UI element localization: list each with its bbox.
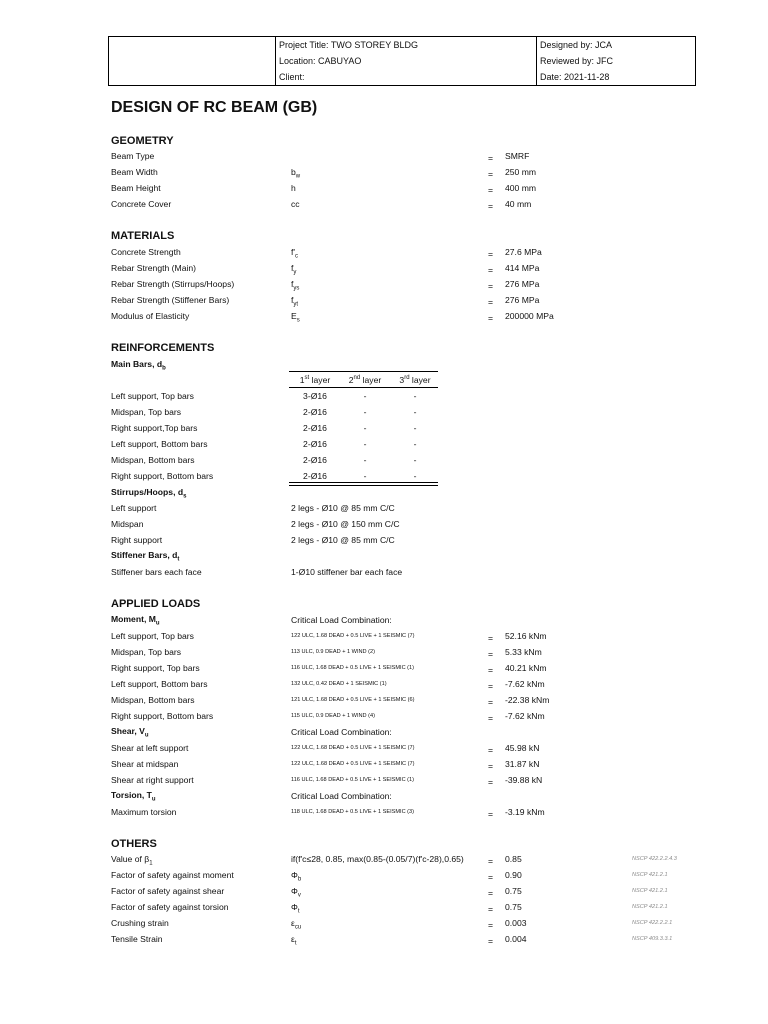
equals-sign: = bbox=[488, 313, 494, 323]
equals-sign: = bbox=[488, 249, 494, 259]
layer-2-value: - bbox=[363, 407, 367, 417]
equals-sign: = bbox=[488, 745, 494, 755]
load-combination: 118 ULC, 1.68 DEAD + 0.5 LIVE + 1 SEISMIC (3) bbox=[291, 809, 415, 815]
equals-sign: = bbox=[488, 681, 494, 691]
load-row-label: Shear at midspan bbox=[111, 759, 179, 769]
others-row-value: 0.003 bbox=[505, 918, 527, 928]
others-heading: OTHERS bbox=[111, 838, 157, 850]
load-value: 5.33 kNm bbox=[505, 647, 542, 657]
layer-3-value: - bbox=[413, 439, 417, 449]
symbol: $\Phi_t$ bbox=[291, 902, 300, 915]
equals-sign: = bbox=[488, 777, 494, 787]
torsion-label: Torsion, $T_u$ bbox=[111, 790, 156, 803]
load-combination: 122 ULC, 1.68 DEAD + 0.5 LIVE + 1 SEISMIC (7) bbox=[291, 633, 415, 639]
table-rule bbox=[289, 485, 438, 486]
geometry-heading: GEOMETRY bbox=[111, 135, 174, 147]
layer-2-value: - bbox=[363, 455, 367, 465]
equals-sign: = bbox=[488, 904, 494, 914]
load-row-label: Right support, Bottom bars bbox=[111, 711, 214, 721]
symbol: $\varepsilon_{cu}$ bbox=[291, 918, 302, 931]
equals-sign: = bbox=[488, 697, 494, 707]
row-value: 276 MPa bbox=[505, 279, 540, 289]
row-value: 40 mm bbox=[505, 199, 532, 209]
project-title: Project Title: TWO STOREY BLDG bbox=[279, 40, 419, 50]
main-bars-label: Main Bars, $d_b$ bbox=[111, 359, 166, 372]
table-rule bbox=[289, 387, 438, 388]
layer-1-value: 3-Ø16 bbox=[303, 391, 327, 401]
others-row-label: Factor of safety against torsion bbox=[111, 902, 229, 912]
others-row-value: 0.75 bbox=[505, 902, 522, 912]
equals-sign: = bbox=[488, 936, 494, 946]
load-value: -22.38 kNm bbox=[505, 695, 550, 705]
layer-1-value: 2-Ø16 bbox=[303, 423, 327, 433]
equals-sign: = bbox=[488, 809, 494, 819]
stiffener-row-value: 1-Ø10 stiffener bar each face bbox=[291, 567, 403, 577]
reviewed-by: Reviewed by: JFC bbox=[540, 56, 614, 66]
others-row-label: Tensile Strain bbox=[111, 934, 163, 944]
row-label: Rebar Strength (Stiffener Bars) bbox=[111, 295, 230, 305]
layer-3-value: - bbox=[413, 407, 417, 417]
symbol: $\Phi_v$ bbox=[291, 886, 301, 899]
load-value: -7.62 kNm bbox=[505, 679, 545, 689]
layer-2-value: - bbox=[363, 391, 367, 401]
title-block-divider bbox=[275, 37, 276, 85]
row-label: Rebar Strength (Main) bbox=[111, 263, 197, 273]
load-combination: 132 ULC, 0.42 DEAD + 1 SEISMIC (1) bbox=[291, 681, 387, 687]
equals-sign: = bbox=[488, 297, 494, 307]
rebar-row-label: Right support, Bottom bars bbox=[111, 471, 214, 481]
date: Date: 2021-11-28 bbox=[540, 72, 610, 82]
designed-by: Designed by: JCA bbox=[540, 40, 613, 50]
others-row-value: 0.75 bbox=[505, 886, 522, 896]
stirrup-row-label: Midspan bbox=[111, 519, 144, 529]
equals-sign: = bbox=[488, 265, 494, 275]
load-value: 31.87 kN bbox=[505, 759, 540, 769]
layer-header-cell: 1st layer bbox=[299, 375, 331, 385]
row-value: 250 mm bbox=[505, 167, 537, 177]
code-reference: NSCP 421.2.1 bbox=[632, 872, 668, 878]
row-label: Concrete Strength bbox=[111, 247, 181, 257]
load-combination: 115 ULC, 0.9 DEAD + 1 WIND (4) bbox=[291, 713, 375, 719]
row-value: SMRF bbox=[505, 151, 530, 161]
stiffener-label: Stiffener Bars, $d_t$ bbox=[111, 550, 180, 563]
row-label: Rebar Strength (Stirrups/Hoops) bbox=[111, 279, 235, 289]
symbol: $f'_c$ bbox=[291, 247, 299, 260]
equals-sign: = bbox=[488, 872, 494, 882]
stirrup-row-value: 2 legs - Ø10 @ 85 mm C/C bbox=[291, 535, 395, 545]
rebar-row-label: Midspan, Bottom bars bbox=[111, 455, 195, 465]
layer-2-value: - bbox=[363, 471, 367, 481]
load-combination: 116 ULC, 1.68 DEAD + 0.5 LIVE + 1 SEISMIC (1) bbox=[291, 777, 415, 783]
others-row-label: Crushing strain bbox=[111, 918, 169, 928]
layer-3-value: - bbox=[413, 423, 417, 433]
stirrup-row-value: 2 legs - Ø10 @ 150 mm C/C bbox=[291, 519, 400, 529]
row-label: Modulus of Elasticity bbox=[111, 311, 190, 321]
equals-sign: = bbox=[488, 920, 494, 930]
others-row-label: Factor of safety against moment bbox=[111, 870, 234, 880]
applied-loads-heading: APPLIED LOADS bbox=[111, 598, 201, 610]
row-label: Concrete Cover bbox=[111, 199, 172, 209]
code-reference: NSCP 422.2.2.4.3 bbox=[632, 856, 677, 862]
load-combination: 122 ULC, 1.68 DEAD + 0.5 LIVE + 1 SEISMIC (7) bbox=[291, 745, 415, 751]
equals-sign: = bbox=[488, 856, 494, 866]
beta-formula: if(f'c≤28, 0.85, max(0.85-(0.05/7)(f'c-28),0.65) bbox=[291, 854, 464, 864]
title-block bbox=[108, 36, 696, 86]
equals-sign: = bbox=[488, 665, 494, 675]
load-row-label: Midspan, Top bars bbox=[111, 647, 182, 657]
layer-3-value: - bbox=[413, 455, 417, 465]
equals-sign: = bbox=[488, 201, 494, 211]
moment-label: Moment, $M_u$ bbox=[111, 614, 160, 627]
load-value: -39.88 kN bbox=[505, 775, 543, 785]
rebar-row-label: Left support, Bottom bars bbox=[111, 439, 208, 449]
layer-1-value: 2-Ø16 bbox=[303, 455, 327, 465]
row-value: 400 mm bbox=[505, 183, 537, 193]
stirrup-row-label: Right support bbox=[111, 535, 163, 545]
load-value: -3.19 kNm bbox=[505, 807, 545, 817]
symbol: $\Phi_b$ bbox=[291, 870, 302, 883]
beta-label: Value of $\beta_1$ bbox=[111, 854, 153, 867]
stirrup-row-value: 2 legs - Ø10 @ 85 mm C/C bbox=[291, 503, 395, 513]
symbol: $b_w$ bbox=[291, 167, 301, 180]
load-value: -7.62 kNm bbox=[505, 711, 545, 721]
others-row-value: 0.85 bbox=[505, 854, 522, 864]
shear-label: Shear, $V_u$ bbox=[111, 726, 149, 739]
row-value: 200000 MPa bbox=[505, 311, 554, 321]
row-label: Beam Type bbox=[111, 151, 155, 161]
row-label: Beam Width bbox=[111, 167, 158, 177]
symbol: h bbox=[291, 183, 296, 193]
load-row-label: Shear at left support bbox=[111, 743, 189, 753]
layer-1-value: 2-Ø16 bbox=[303, 471, 327, 481]
title-block-divider bbox=[536, 37, 537, 85]
layer-3-value: - bbox=[413, 471, 417, 481]
code-reference: NSCP 421.2.1 bbox=[632, 888, 668, 894]
row-label: Beam Height bbox=[111, 183, 161, 193]
load-combination: 121 ULC, 1.68 DEAD + 0.5 LIVE + 1 SEISMIC (6) bbox=[291, 697, 415, 703]
layer-1-value: 2-Ø16 bbox=[303, 407, 327, 417]
critical-combo-label: Critical Load Combination: bbox=[291, 791, 392, 801]
equals-sign: = bbox=[488, 761, 494, 771]
reinforcements-heading: REINFORCEMENTS bbox=[111, 342, 215, 354]
page-title: DESIGN OF RC BEAM (GB) bbox=[111, 99, 318, 116]
others-row-label: Factor of safety against shear bbox=[111, 886, 225, 896]
symbol: $E_s$ bbox=[291, 311, 300, 324]
equals-sign: = bbox=[488, 281, 494, 291]
rebar-row-label: Midspan, Top bars bbox=[111, 407, 182, 417]
symbol: $f_{yt}$ bbox=[291, 295, 299, 308]
code-reference: NSCP 421.2.1 bbox=[632, 904, 668, 910]
load-value: 45.98 kN bbox=[505, 743, 540, 753]
symbol: $f_{ys}$ bbox=[291, 279, 300, 292]
row-value: 276 MPa bbox=[505, 295, 540, 305]
equals-sign: = bbox=[488, 169, 494, 179]
critical-combo-label: Critical Load Combination: bbox=[291, 727, 392, 737]
code-reference: NSCP 422.2.2.1 bbox=[632, 920, 673, 926]
others-row-value: 0.90 bbox=[505, 870, 522, 880]
code-reference: NSCP 409.3.3.1 bbox=[632, 936, 673, 942]
load-row-label: Right support, Top bars bbox=[111, 663, 200, 673]
load-row-label: Left support, Bottom bars bbox=[111, 679, 208, 689]
layer-1-value: 2-Ø16 bbox=[303, 439, 327, 449]
stirrup-row-label: Left support bbox=[111, 503, 157, 513]
table-rule bbox=[289, 482, 438, 483]
load-combination: 113 ULC, 0.9 DEAD + 1 WIND (2) bbox=[291, 649, 375, 655]
layer-2-value: - bbox=[363, 439, 367, 449]
location: Location: CABUYAO bbox=[279, 56, 362, 66]
stiffener-row-label: Stiffener bars each face bbox=[111, 567, 202, 577]
materials-heading: MATERIALS bbox=[111, 230, 175, 242]
symbol: $\varepsilon_t$ bbox=[291, 934, 297, 947]
rebar-row-label: Right support,Top bars bbox=[111, 423, 198, 433]
equals-sign: = bbox=[488, 633, 494, 643]
table-rule bbox=[289, 371, 438, 372]
load-row-label: Shear at right support bbox=[111, 775, 194, 785]
row-value: 27.6 MPa bbox=[505, 247, 542, 257]
equals-sign: = bbox=[488, 649, 494, 659]
equals-sign: = bbox=[488, 888, 494, 898]
symbol: $f_y$ bbox=[291, 263, 297, 276]
layer-3-value: - bbox=[413, 391, 417, 401]
others-row-value: 0.004 bbox=[505, 934, 527, 944]
equals-sign: = bbox=[488, 153, 494, 163]
layer-header-cell: 2nd layer bbox=[348, 375, 382, 385]
client: Client: bbox=[279, 72, 305, 82]
load-value: 40.21 kNm bbox=[505, 663, 547, 673]
layer-2-value: - bbox=[363, 423, 367, 433]
load-row-label: Maximum torsion bbox=[111, 807, 177, 817]
load-row-label: Midspan, Bottom bars bbox=[111, 695, 195, 705]
stirrups-label: Stirrups/Hoops, $d_s$ bbox=[111, 487, 187, 500]
layer-header-cell: 3rd layer bbox=[399, 375, 431, 385]
load-value: 52.16 kNm bbox=[505, 631, 547, 641]
equals-sign: = bbox=[488, 713, 494, 723]
row-value: 414 MPa bbox=[505, 263, 540, 273]
equals-sign: = bbox=[488, 185, 494, 195]
load-combination: 122 ULC, 1.68 DEAD + 0.5 LIVE + 1 SEISMIC (7) bbox=[291, 761, 415, 767]
rebar-row-label: Left support, Top bars bbox=[111, 391, 194, 401]
symbol: cc bbox=[291, 199, 300, 209]
load-row-label: Left support, Top bars bbox=[111, 631, 194, 641]
critical-combo-label: Critical Load Combination: bbox=[291, 615, 392, 625]
load-combination: 116 ULC, 1.68 DEAD + 0.5 LIVE + 1 SEISMIC (1) bbox=[291, 665, 415, 671]
